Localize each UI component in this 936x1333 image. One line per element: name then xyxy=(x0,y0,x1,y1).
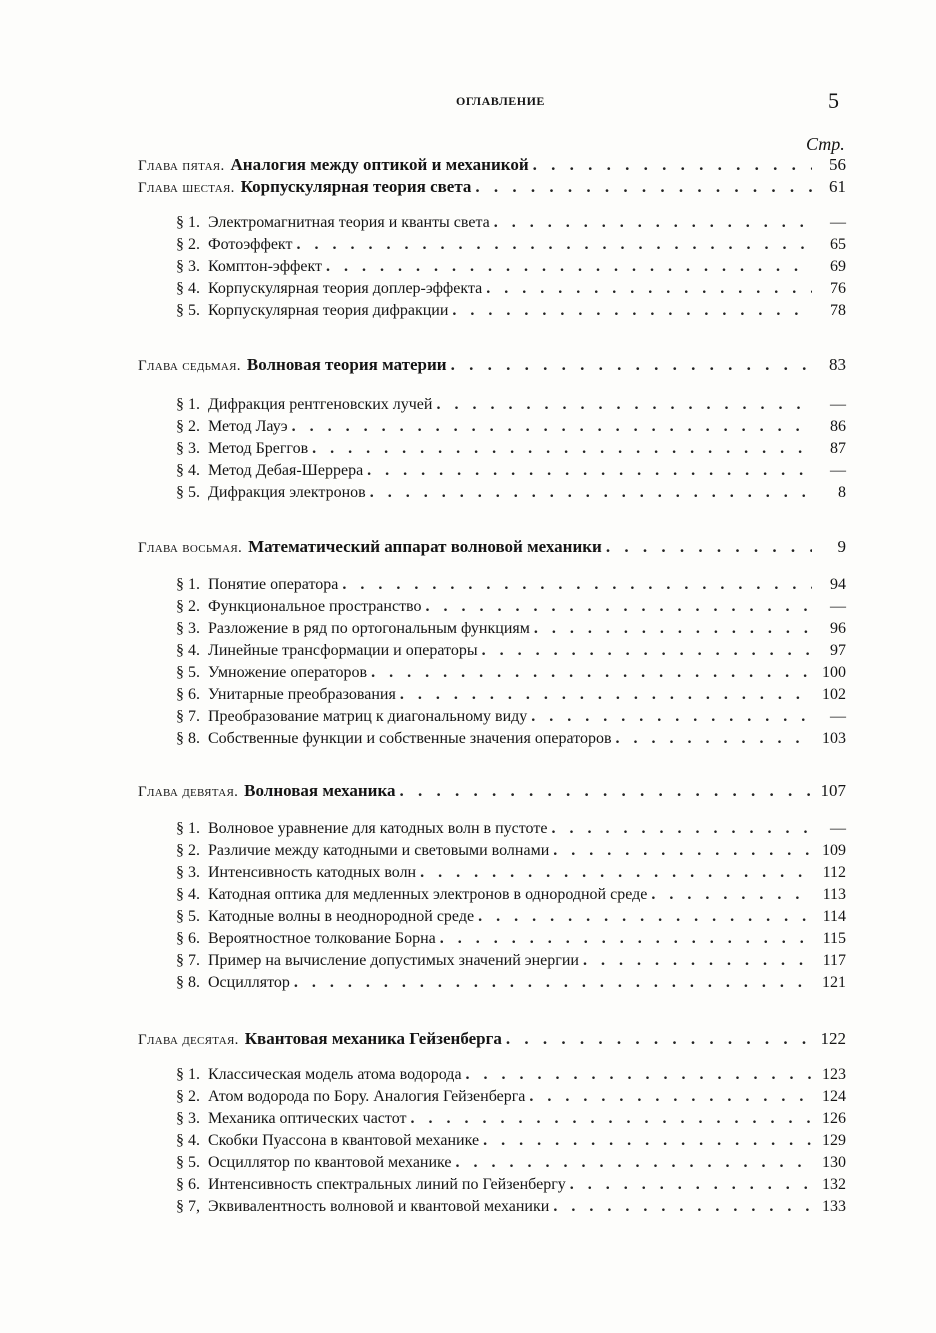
dot-leader xyxy=(529,1086,812,1108)
dot-leader xyxy=(616,728,812,750)
dot-leader xyxy=(410,1108,812,1130)
section-title: Механика оптических частот xyxy=(208,1110,407,1127)
dot-leader xyxy=(367,460,812,482)
section-entry xyxy=(176,416,846,438)
section-entry xyxy=(176,482,846,504)
section-entry xyxy=(176,300,846,322)
section-number: § 3. xyxy=(176,258,200,275)
section-number: § 1. xyxy=(176,820,200,837)
chapter-entry xyxy=(138,780,846,803)
section-page: 103 xyxy=(822,730,846,747)
section-page: — xyxy=(830,396,846,413)
section-page: 94 xyxy=(830,576,846,593)
page-number: 5 xyxy=(828,88,839,113)
dot-leader xyxy=(551,818,812,840)
section-title: Унитарные преобразования xyxy=(208,686,396,703)
section-page: 69 xyxy=(830,258,846,275)
section-entry xyxy=(176,950,846,972)
section-page: 102 xyxy=(822,686,846,703)
section-number: § 5. xyxy=(176,908,200,925)
section-page: — xyxy=(830,598,846,615)
section-page: 87 xyxy=(830,440,846,457)
dot-leader xyxy=(371,662,812,684)
section-page: 78 xyxy=(830,302,846,319)
dot-leader xyxy=(531,706,812,728)
chapter-prefix: Глава десятая. xyxy=(138,1032,239,1048)
section-entry xyxy=(176,256,846,278)
section-title: Фотоэффект xyxy=(208,236,293,253)
chapter-page: 9 xyxy=(837,537,846,556)
dot-leader xyxy=(400,684,812,706)
dot-leader xyxy=(312,438,812,460)
section-page: 86 xyxy=(830,418,846,435)
section-number: § 5. xyxy=(176,1154,200,1171)
section-title: Интенсивность катодных волн xyxy=(208,864,417,881)
section-page: 96 xyxy=(830,620,846,637)
section-entry xyxy=(176,728,846,750)
section-page: 97 xyxy=(830,642,846,659)
section-page: 114 xyxy=(822,908,846,925)
section-page: 129 xyxy=(822,1132,846,1149)
section-number: § 2. xyxy=(176,418,200,435)
dot-leader xyxy=(475,176,812,198)
section-page: 124 xyxy=(822,1088,846,1105)
section-entry xyxy=(176,818,846,840)
chapter-title: Волновая теория материи xyxy=(246,355,447,374)
section-entry xyxy=(176,1130,846,1152)
section-page: — xyxy=(830,708,846,725)
section-title: Пример на вычисление допустимых значений энергии xyxy=(208,952,579,969)
chapter-page: 56 xyxy=(829,155,846,174)
chapter-page: 107 xyxy=(820,781,846,800)
section-title: Осциллятор по квантовой механике xyxy=(208,1154,452,1171)
section-page: 113 xyxy=(822,886,846,903)
section-title: Комптон-эффект xyxy=(208,258,322,275)
section-title: Атом водорода по Бору. Аналогия Гейзенберга xyxy=(208,1088,526,1105)
section-title: Классическая модель атома водорода xyxy=(208,1066,462,1083)
section-number: § 4. xyxy=(176,280,200,297)
dot-leader xyxy=(296,234,812,256)
dot-leader xyxy=(436,394,812,416)
section-page: 109 xyxy=(822,842,846,859)
section-page: 65 xyxy=(830,236,846,253)
chapter-title: Математический аппарат волновой механики xyxy=(248,537,602,556)
section-entry xyxy=(176,460,846,482)
dot-leader xyxy=(370,482,812,504)
section-entry xyxy=(176,684,846,706)
dot-leader xyxy=(583,950,812,972)
dot-leader xyxy=(570,1174,812,1196)
section-entry xyxy=(176,1064,846,1086)
section-number: § 3. xyxy=(176,864,200,881)
dot-leader xyxy=(533,154,812,176)
dot-leader xyxy=(494,212,812,234)
section-title: Корпускулярная теория дифракции xyxy=(208,302,449,319)
section-number: § 7. xyxy=(176,708,200,725)
chapter-entry xyxy=(138,536,846,559)
dot-leader xyxy=(651,884,812,906)
section-entry xyxy=(176,972,846,994)
section-entry xyxy=(176,278,846,300)
dot-leader xyxy=(440,928,812,950)
dot-leader xyxy=(606,536,812,558)
section-entry xyxy=(176,862,846,884)
section-number: § 4. xyxy=(176,886,200,903)
chapter-page: 61 xyxy=(829,177,846,196)
dot-leader xyxy=(486,278,812,300)
section-number: § 8. xyxy=(176,974,200,991)
chapter-page: 83 xyxy=(829,355,846,374)
chapter-prefix: Глава пятая. xyxy=(138,158,225,174)
section-number: § 5. xyxy=(176,302,200,319)
section-number: § 4. xyxy=(176,462,200,479)
dot-leader xyxy=(294,972,812,994)
section-entry xyxy=(176,906,846,928)
section-title: Катодные волны в неоднородной среде xyxy=(208,908,475,925)
section-page: — xyxy=(830,214,846,231)
dot-leader xyxy=(478,906,812,928)
dot-leader xyxy=(456,1152,812,1174)
section-title: Осциллятор xyxy=(208,974,290,991)
section-number: § 1. xyxy=(176,576,200,593)
section-entry xyxy=(176,438,846,460)
dot-leader xyxy=(426,596,813,618)
section-page: 133 xyxy=(822,1198,846,1215)
section-page: 100 xyxy=(822,664,846,681)
chapter-entry xyxy=(138,1028,846,1051)
chapter-page: 122 xyxy=(820,1029,846,1048)
section-number: § 5. xyxy=(176,664,200,681)
section-number: § 4. xyxy=(176,642,200,659)
section-title: Собственные функции и собственные значения операторов xyxy=(208,730,612,747)
chapter-prefix: Глава шестая. xyxy=(138,180,235,196)
section-entry xyxy=(176,1174,846,1196)
section-title: Умножение операторов xyxy=(208,664,368,681)
section-page: 123 xyxy=(822,1066,846,1083)
section-title: Разложение в ряд по ортогональным функциям xyxy=(208,620,530,637)
section-entry xyxy=(176,234,846,256)
dot-leader xyxy=(452,300,812,322)
section-page: — xyxy=(830,820,846,837)
section-title: Метод Бреггов xyxy=(208,440,309,457)
dot-leader xyxy=(420,862,812,884)
section-number: § 8. xyxy=(176,730,200,747)
section-entry xyxy=(176,1196,846,1218)
chapter-prefix: Глава восьмая. xyxy=(138,540,243,556)
section-number: § 2. xyxy=(176,842,200,859)
chapter-entry xyxy=(138,154,846,177)
section-number: § 7, xyxy=(176,1198,200,1215)
section-entry xyxy=(176,574,846,596)
page-column-label: Стр. xyxy=(806,134,845,154)
section-title: Метод Дебая-Шеррера xyxy=(208,462,364,479)
section-entry xyxy=(176,662,846,684)
dot-leader xyxy=(326,256,812,278)
dot-leader xyxy=(534,618,812,640)
chapter-prefix: Глава седьмая. xyxy=(138,358,241,374)
section-number: § 6. xyxy=(176,686,200,703)
section-title: Волновое уравнение для катодных волн в пустоте xyxy=(208,820,548,837)
section-number: § 3. xyxy=(176,1110,200,1127)
section-title: Корпускулярная теория доплер-эффекта xyxy=(208,280,483,297)
section-number: § 6. xyxy=(176,1176,200,1193)
section-number: § 6. xyxy=(176,930,200,947)
chapter-title: Квантовая механика Гейзенберга xyxy=(244,1029,502,1048)
section-title: Электромагнитная теория и кванты света xyxy=(208,214,490,231)
section-page: 130 xyxy=(822,1154,846,1171)
section-entry xyxy=(176,840,846,862)
section-entry xyxy=(176,1152,846,1174)
chapter-title: Корпускулярная теория света xyxy=(240,177,472,196)
section-title: Катодная оптика для медленных электронов в однородной среде xyxy=(208,886,648,903)
section-page: — xyxy=(830,462,846,479)
section-entry xyxy=(176,394,846,416)
section-entry xyxy=(176,596,846,618)
chapter-title: Аналогия между оптикой и механикой xyxy=(230,155,529,174)
chapter-prefix: Глава девятая. xyxy=(138,784,239,800)
section-title: Линейные трансформации и операторы xyxy=(208,642,478,659)
dot-leader xyxy=(451,354,812,376)
section-entry xyxy=(176,618,846,640)
section-entry xyxy=(176,884,846,906)
section-page: 8 xyxy=(838,484,846,501)
dot-leader xyxy=(483,1130,812,1152)
chapter-entry xyxy=(138,176,846,199)
section-page: 76 xyxy=(830,280,846,297)
section-page: 126 xyxy=(822,1110,846,1127)
section-number: § 3. xyxy=(176,620,200,637)
section-number: § 7. xyxy=(176,952,200,969)
section-number: § 3. xyxy=(176,440,200,457)
chapter-entry xyxy=(138,354,846,377)
section-number: § 1. xyxy=(176,1066,200,1083)
dot-leader xyxy=(292,416,812,438)
section-page: 121 xyxy=(822,974,846,991)
section-number: § 5. xyxy=(176,484,200,501)
section-title: Вероятностное толкование Борна xyxy=(208,930,436,947)
running-head: ОГЛАВЛЕНИЕ xyxy=(456,94,545,108)
chapter-title: Волновая механика xyxy=(244,781,396,800)
section-title: Дифракция электронов xyxy=(208,484,366,501)
section-title: Дифракция рентгеновских лучей xyxy=(208,396,433,413)
section-title: Скобки Пуассона в квантовой механике xyxy=(208,1132,480,1149)
section-title: Метод Лауэ xyxy=(208,418,288,435)
section-title: Интенсивность спектральных линий по Гейзенбергу xyxy=(208,1176,566,1193)
section-entry xyxy=(176,706,846,728)
dot-leader xyxy=(553,1196,812,1218)
section-page: 115 xyxy=(822,930,846,947)
dot-leader xyxy=(342,574,812,596)
section-page: 117 xyxy=(822,952,846,969)
section-entry xyxy=(176,1108,846,1130)
section-number: § 2. xyxy=(176,236,200,253)
dot-leader xyxy=(400,780,812,802)
dot-leader xyxy=(553,840,812,862)
section-number: § 2. xyxy=(176,598,200,615)
section-entry xyxy=(176,640,846,662)
section-entry xyxy=(176,1086,846,1108)
section-page: 112 xyxy=(822,864,846,881)
dot-leader xyxy=(466,1064,812,1086)
section-number: § 1. xyxy=(176,214,200,231)
section-title: Функциональное пространство xyxy=(208,598,422,615)
section-number: § 1. xyxy=(176,396,200,413)
section-title: Понятие оператора xyxy=(208,576,339,593)
section-number: § 2. xyxy=(176,1088,200,1105)
dot-leader xyxy=(506,1028,812,1050)
section-title: Различие между катодными и световыми волнами xyxy=(208,842,550,859)
section-title: Эквивалентность волновой и квантовой механики xyxy=(208,1198,550,1215)
section-number: § 4. xyxy=(176,1132,200,1149)
section-title: Преобразование матриц к диагональному виду xyxy=(208,708,528,725)
section-page: 132 xyxy=(822,1176,846,1193)
section-entry xyxy=(176,212,846,234)
section-entry xyxy=(176,928,846,950)
dot-leader xyxy=(482,640,812,662)
